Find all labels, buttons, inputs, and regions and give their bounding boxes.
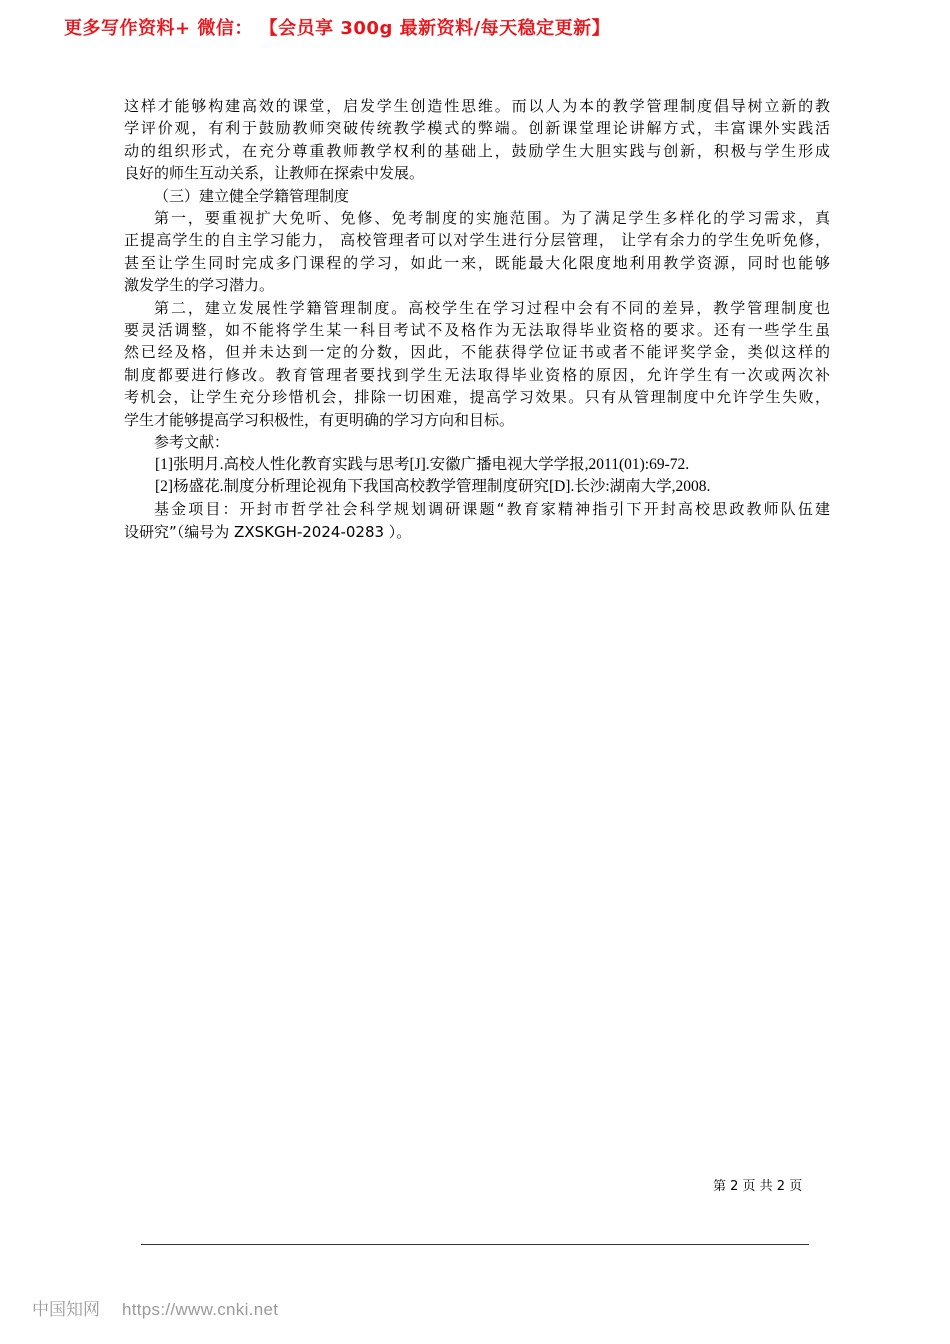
- text-line: 制度都要进行修改。教育管理者要找到学生无法取得毕业资格的原因，允许学生有一次或两次补: [124, 365, 830, 384]
- text-line: 学评价观，有利于鼓励教师突破传统教学模式的弊端。创新课堂理论讲解方式，丰富课外实践活: [124, 119, 830, 138]
- promo-banner: 更多写作资料+ 微信： 【会员享 300g 最新资料/每天稳定更新】: [64, 18, 611, 39]
- article-body: [124, 95, 830, 543]
- footer-divider: [141, 1244, 809, 1245]
- watermark-site: 中国知网: [32, 1300, 100, 1319]
- text-line: 第一，要重视扩大免听、免修、免考制度的实施范围。为了满足学生多样化的学习需求，真: [154, 209, 830, 228]
- page-number: 第 2 页 共 2 页: [713, 1179, 803, 1194]
- references-title: 参考文献：: [154, 433, 230, 452]
- reference-2: [2]杨盛花.制度分析理论视角下我国高校教学管理制度研究[D].长沙:湖南大学,2008.: [155, 477, 711, 495]
- text-line: 甚至让学生同时完成多门课程的学习，如此一来，既能最大化限度地利用教学资源，同时也能够: [124, 253, 830, 272]
- text-line: 设研究”（编号为 ZXSKGH-2024-0283 ）。: [124, 522, 412, 541]
- text-line: 然已经及格，但并未达到一定的分数，因此，不能获得学位证书或者不能评奖学金，类似这样的: [124, 343, 830, 362]
- text-line: 基金项目：开封市哲学社会科学规划调研课题“教育家精神指引下开封高校思政教师队伍建: [154, 500, 830, 519]
- paragraph-second: [124, 297, 830, 431]
- watermark-url: https://www.cnki.net: [122, 1300, 279, 1319]
- fund-note: [124, 498, 830, 543]
- text-line: 动的组织形式，在充分尊重教师教学权利的基础上，鼓励学生大胆实践与创新，积极与学生形成: [124, 141, 830, 160]
- paragraph-intro: [124, 95, 830, 185]
- text-line: 考机会，让学生充分珍惜机会，排除一切困难，提高学习效果。只有从管理制度中允许学生失败，: [124, 388, 830, 407]
- text-line: 第二，建立发展性学籍管理制度。高校学生在学习过程中会有不同的差异，教学管理制度也: [154, 298, 830, 317]
- text-line: 这样才能够构建高效的课堂，启发学生创造性思维。而以人为本的教学管理制度倡导树立新的教: [124, 97, 830, 115]
- text-line: 良好的师生互动关系，让教师在探索中发展。: [124, 164, 425, 183]
- text-line: 学生才能够提高学习积极性，有更明确的学习方向和目标。: [124, 410, 515, 429]
- text-line: 激发学生的学习潜力。: [124, 276, 275, 295]
- watermark: [32, 1295, 278, 1320]
- reference-1: [1]张明月.高校人性化教育实践与思考[J].安徽广播电视大学学报,2011(01):69-72.: [155, 455, 690, 473]
- text-line: 正提高学生的自主学习能力， 高校管理者可以对学生进行分层管理， 让学有余力的学生免听免修，: [124, 231, 830, 250]
- paragraph-first: [124, 207, 830, 297]
- section-heading: （三）建立健全学籍管理制度: [154, 186, 350, 205]
- text-line: 要灵活调整，如不能将学生某一科目考试不及格作为无法取得毕业资格的要求。还有一些学生虽: [124, 321, 830, 340]
